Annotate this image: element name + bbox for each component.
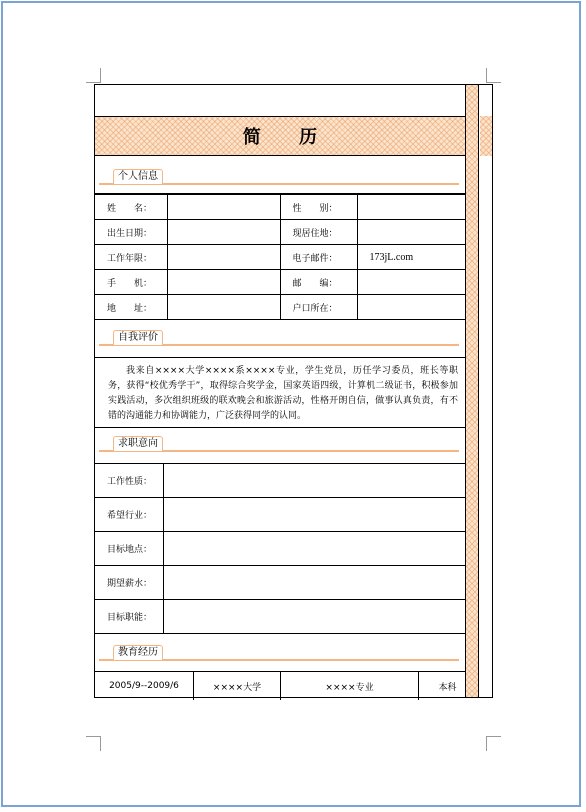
section-tab-self-eval: 自我评价 — [113, 330, 163, 345]
label-phone: 手 机： — [95, 270, 167, 295]
table-row — [95, 270, 465, 295]
label-name: 姓 名： — [95, 195, 167, 220]
value-residence[interactable] — [357, 220, 465, 245]
table-row — [95, 600, 465, 634]
section-header-intention — [95, 433, 465, 461]
resume-title: 简 历 — [242, 127, 334, 148]
divider — [95, 357, 465, 358]
table-row — [95, 295, 465, 320]
divider — [95, 427, 465, 428]
label-birthdate: 出生日期： — [95, 220, 167, 245]
edu-major: ××××专业 — [281, 672, 419, 700]
section-tab-education: 教育经历 — [113, 645, 163, 660]
title-band — [95, 116, 465, 156]
self-evaluation-text: 我来自××××大学××××系××××专业，学生党员，历任学习委员，班长等职务，获得“校优秀学干”，取得综合奖学金，国家英语四级，计算机二级证书，积极参加实践活动，多次组织班级的联欢晚会和旅游活动，性格开朗自信，做事认真负责，有不错的沟通能力和协调能力，广泛获得同学的认同。 — [108, 366, 458, 421]
table-row — [95, 464, 465, 498]
value-location[interactable] — [163, 532, 465, 566]
table-row — [95, 566, 465, 600]
crop-mark-bottom-right — [486, 736, 501, 751]
label-function: 目标职能： — [95, 600, 163, 634]
value-name[interactable] — [167, 195, 280, 220]
table-row — [95, 672, 476, 700]
personal-info-table — [95, 194, 465, 320]
job-intention-table — [95, 463, 465, 634]
value-function[interactable] — [163, 600, 465, 634]
table-row — [95, 245, 465, 270]
decorative-side-bar — [465, 84, 479, 698]
label-postcode: 邮 编： — [280, 270, 357, 295]
value-job-type[interactable] — [163, 464, 465, 498]
edu-degree: 本科 — [419, 672, 477, 700]
edu-period: 2005/9--2009/6 — [109, 681, 179, 691]
value-hukou[interactable] — [357, 295, 465, 320]
value-email[interactable]: 173jL.com — [357, 245, 465, 270]
label-job-type: 工作性质： — [95, 464, 163, 498]
crop-mark-bottom-left — [86, 736, 101, 751]
decorative-title-band-edge — [480, 116, 492, 156]
value-birthdate[interactable] — [167, 220, 280, 245]
section-header-personal — [95, 166, 465, 194]
education-table — [95, 672, 476, 700]
label-work-years: 工作年限： — [95, 245, 167, 270]
value-industry[interactable] — [163, 498, 465, 532]
table-row — [95, 195, 465, 220]
section-tab-intention: 求职意向 — [113, 436, 163, 451]
label-residence: 现居住地： — [280, 220, 357, 245]
section-header-self-eval — [95, 327, 465, 355]
value-phone[interactable] — [167, 270, 280, 295]
label-location: 目标地点： — [95, 532, 163, 566]
decorative-side-column — [479, 84, 493, 698]
value-salary[interactable] — [163, 566, 465, 600]
crop-mark-top-left — [86, 68, 101, 83]
label-address: 地 址： — [95, 295, 167, 320]
value-work-years[interactable] — [167, 245, 280, 270]
section-header-education — [95, 642, 465, 670]
label-hukou: 户口所在： — [280, 295, 357, 320]
edu-school: ××××大学 — [194, 672, 281, 700]
value-address[interactable] — [167, 295, 280, 320]
value-postcode[interactable] — [357, 270, 465, 295]
label-gender: 性 别： — [280, 195, 357, 220]
table-row — [95, 498, 465, 532]
label-industry: 希望行业： — [95, 498, 163, 532]
section-tab-personal: 个人信息 — [113, 169, 163, 184]
crop-mark-top-right — [486, 68, 501, 83]
table-row — [95, 532, 465, 566]
table-row — [95, 220, 465, 245]
label-salary: 期望薪水： — [95, 566, 163, 600]
value-gender[interactable] — [357, 195, 465, 220]
label-email: 电子邮件： — [280, 245, 357, 270]
